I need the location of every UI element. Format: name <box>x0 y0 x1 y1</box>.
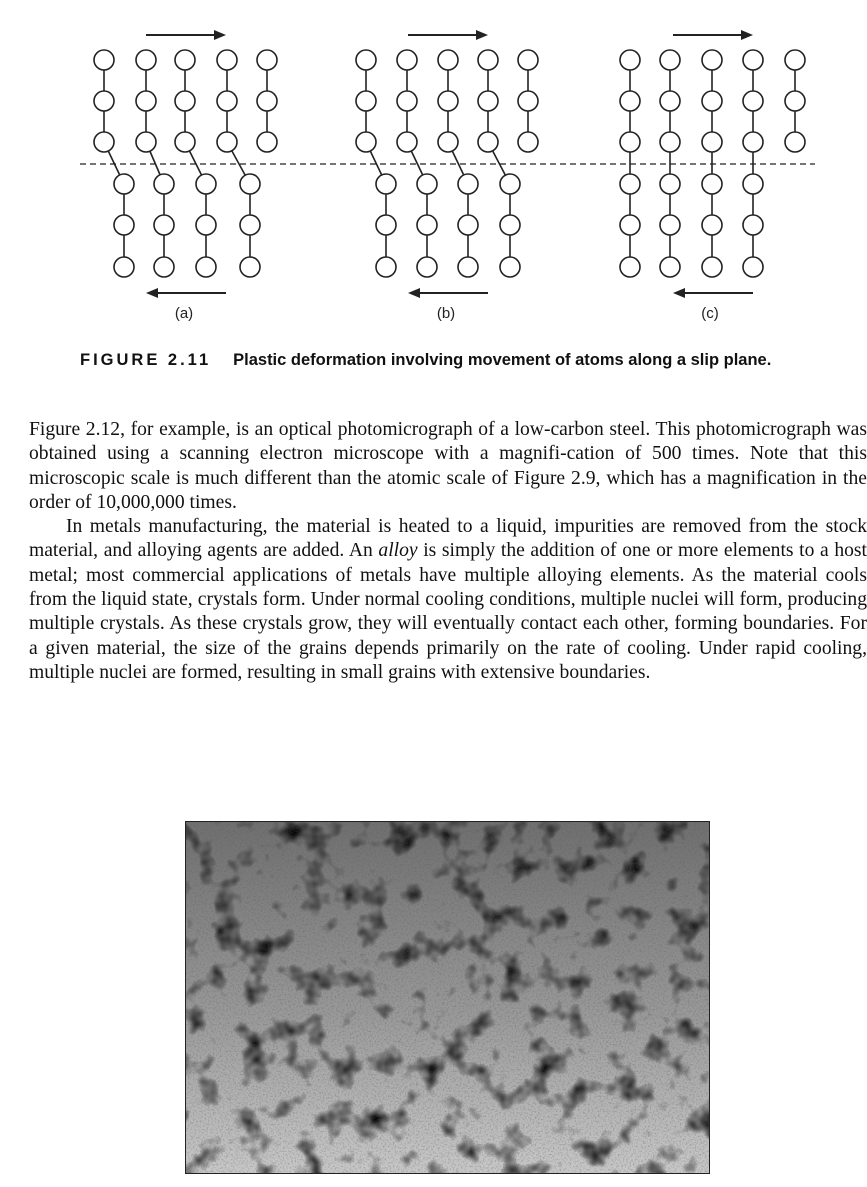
atom-circle <box>478 50 498 70</box>
atom-circle <box>175 132 195 152</box>
atom-circle <box>240 257 260 277</box>
atom-circle <box>240 174 260 194</box>
atom-circle <box>114 215 134 235</box>
shear-arrow-left-c <box>673 288 753 298</box>
shear-arrow-left-a <box>146 288 226 298</box>
atom-circle <box>154 174 174 194</box>
atom-circle <box>743 50 763 70</box>
atom-circle <box>257 91 277 111</box>
atom-circle <box>417 174 437 194</box>
atom-circle <box>458 215 478 235</box>
atom-circle <box>438 50 458 70</box>
atom-circle <box>500 215 520 235</box>
atom-circle <box>257 132 277 152</box>
atom-circle <box>743 91 763 111</box>
shear-arrow-left-b <box>408 288 488 298</box>
atom-circle <box>660 215 680 235</box>
atom-circle <box>743 174 763 194</box>
atom-circle <box>620 91 640 111</box>
atom-circle <box>376 215 396 235</box>
atom-circle <box>356 50 376 70</box>
atom-circle <box>743 215 763 235</box>
atom-circle <box>356 91 376 111</box>
atom-circle <box>94 50 114 70</box>
atom-circle <box>660 91 680 111</box>
atom-circle <box>257 50 277 70</box>
atom-circle <box>175 91 195 111</box>
atom-circle <box>217 91 237 111</box>
atom-circle <box>154 257 174 277</box>
atom-circle <box>217 50 237 70</box>
atom-circle <box>518 132 538 152</box>
atom-circle <box>397 50 417 70</box>
body-text <box>29 418 867 685</box>
atom-circle <box>785 132 805 152</box>
atom-circle <box>660 132 680 152</box>
atom-circle <box>356 132 376 152</box>
atom-circle <box>620 215 640 235</box>
atom-circle <box>376 174 396 194</box>
panel-label-c: (c) <box>701 305 719 322</box>
atom-circle <box>94 132 114 152</box>
atom-circle <box>660 174 680 194</box>
atom-circle <box>702 50 722 70</box>
atom-circle <box>620 132 640 152</box>
atom-circle <box>702 132 722 152</box>
atom-circle <box>240 215 260 235</box>
shear-arrow-right-c <box>673 30 753 40</box>
atom-circle <box>417 215 437 235</box>
atom-circle <box>114 257 134 277</box>
figure-number: FIGURE 2.11 <box>80 351 212 369</box>
atom-circle <box>785 50 805 70</box>
atom-circle <box>438 91 458 111</box>
atom-circle <box>438 132 458 152</box>
paragraph-2: In metals manufacturing, the material is heated to a liquid, impurities are removed from the stock material, and alloying agents are added. An alloy is simply the addition of one or more elements to a host metal; most commercial applications of metals have multiple alloying elements. As the material cools from the liquid state, crystals form. Under normal cooling conditions, multiple nuclei will form, producing multiple crystals. As these crystals grow, they will eventually contact each other, forming boundaries. For a given material, the size of the grains depends primarily on the rate of cooling. Under rapid cooling, multiple nuclei are formed, resulting in small grains with extensive boundaries. <box>29 516 867 683</box>
atom-circle <box>743 257 763 277</box>
atom-circle <box>397 132 417 152</box>
atom-circle <box>397 91 417 111</box>
panel-label-b: (b) <box>436 305 456 322</box>
atom-circle <box>478 91 498 111</box>
atom-circle <box>196 215 216 235</box>
atom-circle <box>518 91 538 111</box>
atom-circle <box>702 174 722 194</box>
figure-caption <box>80 350 800 370</box>
atom-circle <box>114 174 134 194</box>
shear-arrow-right-b <box>408 30 488 40</box>
slip-plane-diagram <box>0 0 867 340</box>
atom-circle <box>702 215 722 235</box>
atom-circle <box>620 174 640 194</box>
atom-circle <box>620 50 640 70</box>
atom-circle <box>175 50 195 70</box>
atom-circle <box>785 91 805 111</box>
atom-circle <box>458 257 478 277</box>
atom-circle <box>154 215 174 235</box>
atom-circle <box>136 50 156 70</box>
atom-circle <box>620 257 640 277</box>
atom-circle <box>417 257 437 277</box>
atom-circle <box>136 91 156 111</box>
atom-circle <box>94 91 114 111</box>
panel-a-column-5 <box>257 50 277 152</box>
atom-circle <box>518 50 538 70</box>
atom-circle <box>743 132 763 152</box>
atom-circle <box>458 174 478 194</box>
caption-text: Plastic deformation involving movement of atoms along a slip plane. <box>233 351 772 369</box>
panel-b-column-5 <box>518 50 538 152</box>
atom-circle <box>500 174 520 194</box>
atom-circle <box>217 132 237 152</box>
atom-circle <box>702 91 722 111</box>
shear-arrow-right-a <box>146 30 226 40</box>
alloy-term: alloy <box>378 540 418 562</box>
atom-circle <box>702 257 722 277</box>
atom-circle <box>196 174 216 194</box>
paragraph-1: Figure 2.12, for example, is an optical photomicrograph of a low-carbon steel. This photomicrograph was obtained using a scanning electron microscope with a magnifi-cation of 500 times. Note that this microscopic scale is much different than the atomic scale of Figure 2.9, which has a magnification in the order of 10,000,000 times. <box>29 419 867 513</box>
photomicrograph-image <box>185 821 710 1174</box>
atom-circle <box>136 132 156 152</box>
panel-c-column-5 <box>785 50 805 152</box>
atom-circle <box>196 257 216 277</box>
panel-label-a: (a) <box>174 305 194 322</box>
atom-circle <box>660 50 680 70</box>
atom-circle <box>478 132 498 152</box>
atom-circle <box>500 257 520 277</box>
atom-circle <box>660 257 680 277</box>
atom-circle <box>376 257 396 277</box>
